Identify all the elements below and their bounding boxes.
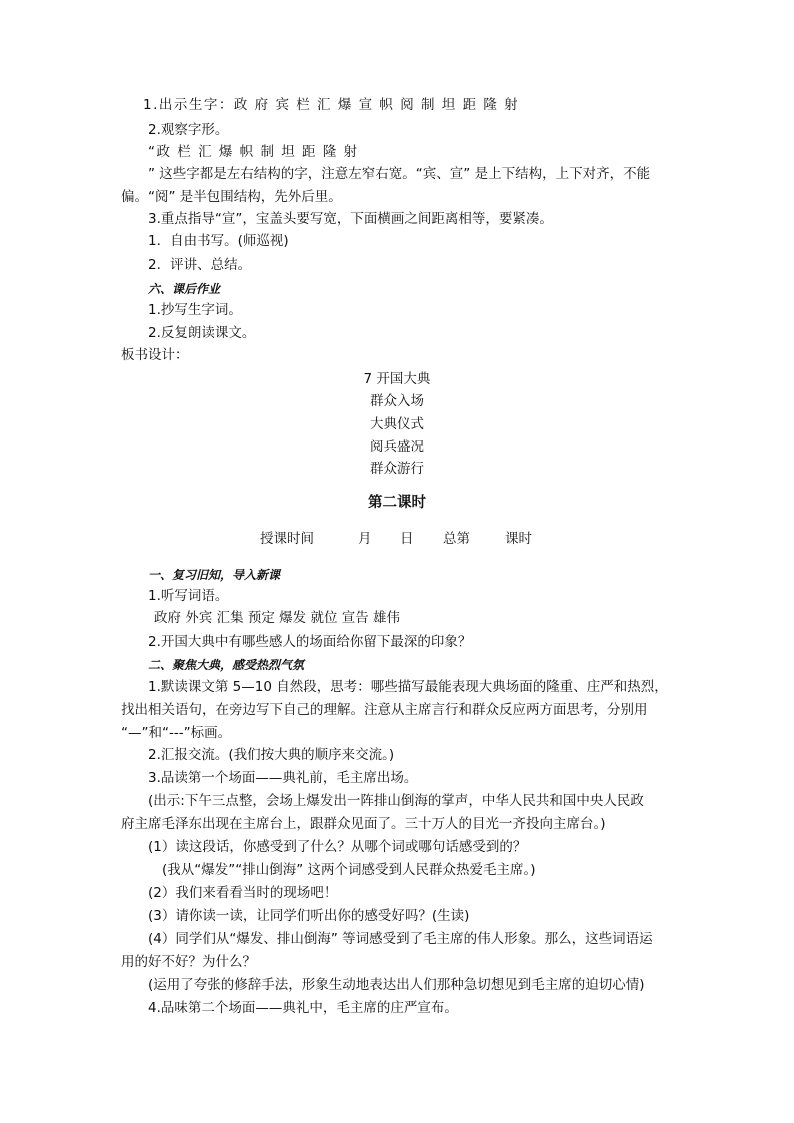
lesson-time-row (0, 530, 794, 548)
lesson-heading: 第二课时 (368, 495, 426, 511)
section-heading-2: 二、聚焦大典，感受热烈气氛 (148, 658, 305, 672)
time-label: 授课时间 (260, 531, 314, 547)
review-summary: 2．评讲、总结。 (148, 257, 252, 273)
structure-note-1: ” 这些字都是左右结构的字，注意左窄右宽。“宾、宣” 是上下结构，上下对齐，不能 (148, 166, 651, 182)
scene-one-quote-2: 府主席毛泽东出现在主席台上，跟群众见面了。三十万人的目光一齐投向主席台。) (121, 816, 606, 832)
answer-1: (我从“爆发”“排山倒海” 这两个词感受到人民群众热爱毛主席。) (162, 862, 536, 878)
homework-item-2: 2.反复朗读课文。 (148, 325, 256, 341)
period-label: 课时 (505, 531, 532, 547)
board-item: 大典仪式 (370, 416, 424, 432)
question-1: (1）读这段话，你感受到了什么？从哪个词或哪句话感受到的？ (148, 839, 527, 855)
dictation-words: 政府 外宾 汇集 预定 爆发 就位 宣告 雄伟 (154, 610, 401, 626)
board-item: 阅兵盛况 (370, 439, 424, 455)
scene-one-heading: 3.品读第一个场面——典礼前，毛主席出场。 (148, 770, 418, 786)
answer-4: (运用了夸张的修辞手法，形象生动地表达出人们那种急切想见到毛主席的迫切心情) (148, 977, 645, 993)
dictation-instruction: 1.听写词语。 (148, 588, 229, 604)
question-4-line-2: 用的好不好？为什么？ (121, 954, 256, 970)
reading-task-3: “—”和“---”标画。 (121, 725, 232, 741)
homework-item-1: 1.抄写生字词。 (148, 302, 242, 318)
structure-note-2: 偏。“阅” 是半包围结构，先外后里。 (121, 189, 342, 205)
question-4-line-1: (4）同学们从“爆发、排山倒海” 等词感受到了毛主席的伟人形象。那么，这些词语运 (148, 931, 653, 947)
report-exchange: 2.汇报交流。(我们按大典的顺序来交流。) (148, 747, 395, 763)
month-label: 月 (358, 531, 372, 547)
impression-question: 2.开国大典中有哪些感人的场面给你留下最深的印象？ (148, 634, 472, 650)
board-design-label: 板书设计： (121, 347, 189, 363)
total-label: 总第 (443, 531, 470, 547)
character-list: 1.出示生字：政 府 宾 栏 汇 爆 宣 帜 阅 制 坦 距 隆 射 (143, 97, 520, 113)
key-guidance: 3.重点指导“宣”，宝盖头要写宽，下面横画之间距离相等，要紧凑。 (148, 211, 553, 227)
scene-one-quote-1: (出示:下午三点整，会场上爆发出一阵排山倒海的掌声，中华人民共和国中央人民政 (148, 793, 644, 809)
reading-task-2: 找出相关语句，在旁边写下自己的理解。注意从主席言行和群众反应两方面思考，分别用 (121, 702, 648, 718)
board-title: 7 开国大典 (363, 371, 431, 387)
free-writing: 1．自由书写。(师巡视) (148, 233, 289, 249)
scene-two-heading: 4.品味第二个场面——典礼中，毛主席的庄严宣布。 (148, 1000, 458, 1016)
day-label: 日 (400, 531, 414, 547)
board-item: 群众游行 (370, 461, 424, 477)
board-item: 群众入场 (370, 393, 424, 409)
observe-instruction: 2.观察字形。 (148, 122, 229, 138)
left-right-chars: “政 栏 汇 爆 帜 制 坦 距 隆 射 (148, 144, 359, 160)
reading-task-1: 1.默读课文第 5—10 自然段，思考：哪些描写最能表现大典场面的隆重、庄严和热烈， (148, 679, 668, 695)
section-heading-1: 一、复习旧知，导入新课 (148, 568, 281, 582)
question-2: (2）我们来看看当时的现场吧！ (148, 885, 338, 901)
homework-heading: 六、课后作业 (148, 282, 221, 296)
question-3: (3）请你读一读，让同学们听出你的感受好吗？(生读) (148, 908, 470, 924)
